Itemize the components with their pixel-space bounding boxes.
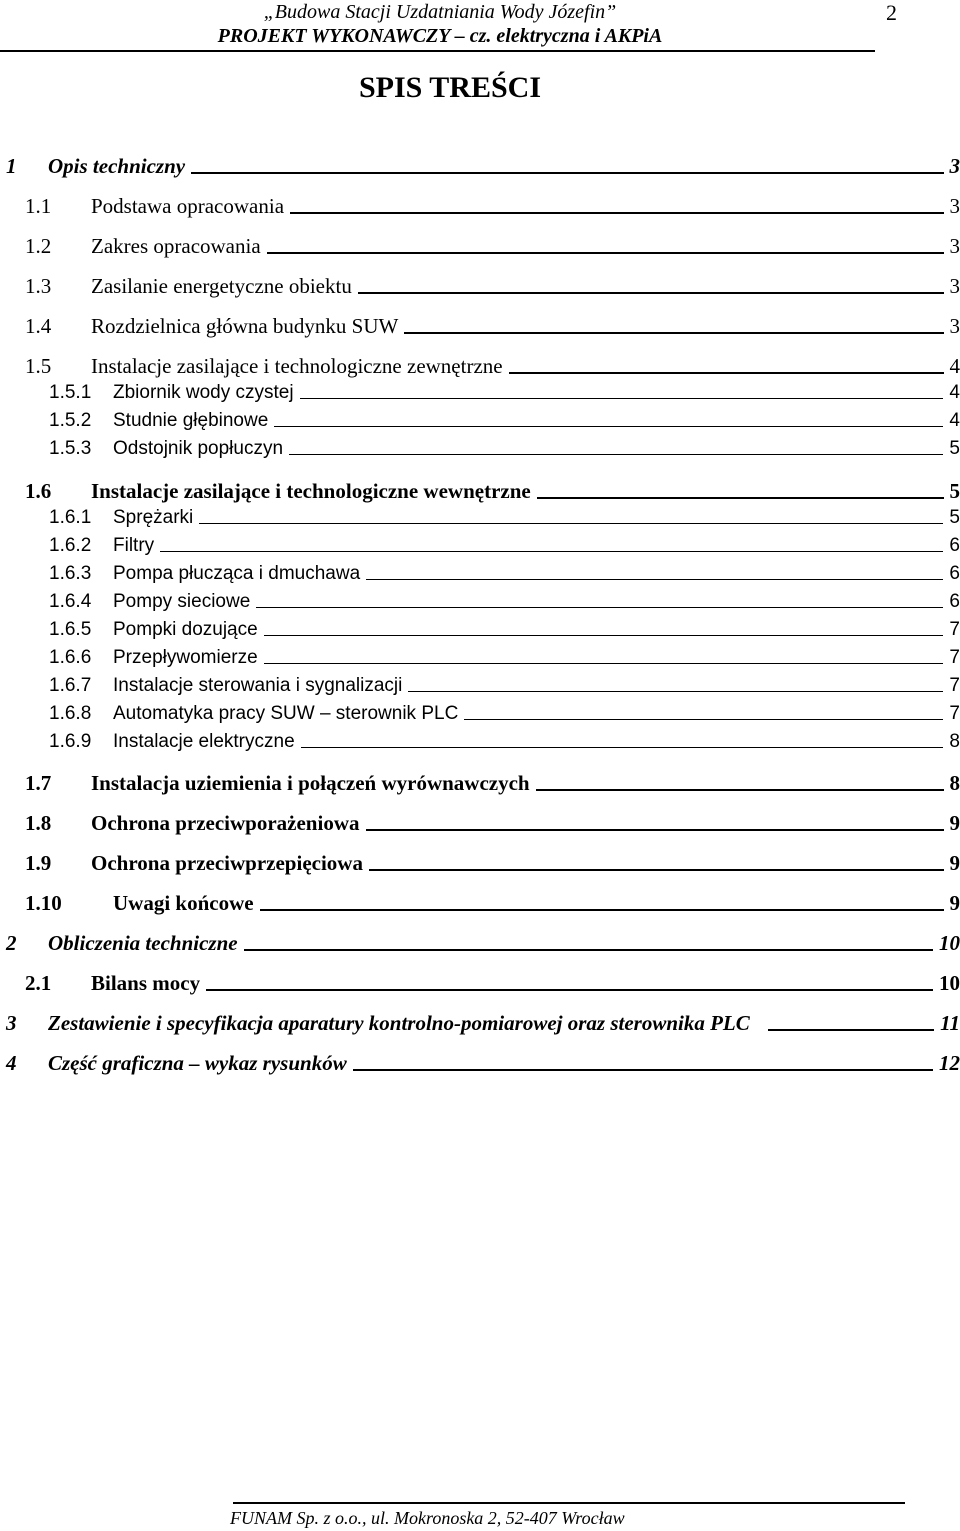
toc-title: Część graficzna – wykaz rysunków [48,1051,347,1075]
toc-title: Instalacje zasilające i technologiczne zewnętrzne [91,354,503,378]
toc-leader [256,607,943,608]
toc-leader [536,789,944,791]
toc-page: 6 [949,563,960,584]
toc-page: 5 [949,438,960,459]
toc-number: 1.6.7 [49,675,92,696]
toc-title: Instalacja uziemienia i połączeń wyrównawczych [91,771,530,795]
toc-entry[interactable] [25,233,960,259]
toc-page: 9 [949,851,960,875]
toc-number: 2 [6,931,17,955]
toc-entry[interactable] [49,674,960,698]
toc-page: 7 [949,647,960,668]
toc-number: 1.6.4 [49,591,92,612]
toc-page: 10 [939,931,960,955]
toc-page: 3 [949,194,960,218]
header-project-subtitle: PROJEKT WYKONAWCZY – cz. elektryczna i AKPiA [217,25,663,47]
toc-page: 3 [949,234,960,258]
toc-entry[interactable] [49,562,960,586]
toc-leader [206,989,933,991]
toc-entry[interactable] [25,478,960,504]
toc-number: 1.5.1 [49,382,92,403]
toc-leader [464,719,943,720]
header-divider [0,50,875,52]
toc-title: Pompy sieciowe [113,591,251,612]
toc-entry[interactable] [25,353,960,379]
footer-divider [233,1502,905,1504]
toc-entry[interactable] [25,850,960,876]
toc-leader [404,332,943,334]
toc-number: 1.6.2 [49,535,92,556]
toc-number: 1.6.8 [49,703,92,724]
toc-number: 1.5.2 [49,410,92,431]
toc-page: 12 [939,1051,960,1075]
toc-entry[interactable] [25,810,960,836]
toc-number: 1.6.9 [49,731,92,752]
toc-leader [160,551,943,552]
toc-leader [274,426,943,427]
toc-leader [537,497,944,499]
toc-entry[interactable] [25,273,960,299]
toc-entry[interactable] [49,618,960,642]
toc-title: Instalacje sterowania i sygnalizacji [113,675,403,696]
toc-title: Przepływomierze [113,647,258,668]
toc-page: 5 [949,479,960,503]
toc-leader [244,949,933,951]
toc-number: 1.8 [25,811,52,835]
toc-leader [366,829,944,831]
toc-leader [369,869,944,871]
toc-page: 6 [949,591,960,612]
toc-page: 7 [949,619,960,640]
toc-entry[interactable] [49,646,960,670]
toc-page: 11 [940,1011,960,1035]
toc-title: Filtry [113,535,155,556]
toc-page: 7 [949,703,960,724]
toc-title: Studnie głębinowe [113,410,269,431]
toc-number: 1.4 [25,314,52,338]
toc-page: 3 [949,314,960,338]
toc-entry[interactable] [6,930,960,956]
toc-number: 1.6 [25,479,52,503]
toc-number: 1.7 [25,771,52,795]
toc-entry[interactable] [6,1010,960,1036]
toc-page: 8 [949,731,960,752]
toc-leader [260,909,944,911]
toc-title: Pompa płucząca i dmuchawa [113,563,361,584]
toc-page: 3 [949,154,960,178]
toc-number: 1.6.5 [49,619,92,640]
toc-entry[interactable] [49,730,960,754]
toc-number: 1.10 [25,891,62,915]
toc-number: 1.6.1 [49,507,92,528]
toc-title: Odstojnik popłuczyn [113,438,284,459]
toc-entry[interactable] [49,381,960,405]
page-number: 2 [886,0,897,25]
toc-entry[interactable] [49,437,960,461]
toc-page: 9 [949,891,960,915]
toc-page: 8 [949,771,960,795]
toc-leader [264,663,944,664]
toc-title: Automatyka pracy SUW – sterownik PLC [113,703,459,724]
toc-page: 3 [949,274,960,298]
toc-title: Obliczenia techniczne [48,931,238,955]
toc-title: Ochrona przeciwporażeniowa [91,811,360,835]
toc-title: Opis techniczny [48,154,186,178]
toc-entry[interactable] [25,890,960,916]
toc-leader [353,1069,933,1071]
toc-leader [301,747,944,748]
toc-title: Zbiornik wody czystej [113,382,294,403]
toc-title: Zestawienie i specyfikacja aparatury kontrolno-pomiarowej oraz sterownika PLC [48,1011,750,1035]
toc-title: Bilans mocy [91,971,201,995]
toc-leader [267,252,944,254]
toc-leader [408,691,943,692]
toc-leader [509,372,944,374]
toc-number: 1.5.3 [49,438,92,459]
toc-title: Sprężarki [113,507,194,528]
toc-entry[interactable] [49,506,960,530]
toc-page: 4 [949,410,960,431]
toc-leader [768,1029,934,1031]
page-header [0,0,960,52]
toc-number: 2.1 [25,971,52,995]
toc-entry[interactable] [6,153,960,179]
toc-title: Instalacje elektryczne [113,731,295,752]
page-title: SPIS TREŚCI [358,71,542,104]
toc-leader [300,398,944,399]
toc-entry[interactable] [25,770,960,796]
toc-number: 1.9 [25,851,52,875]
toc-leader [264,635,944,636]
toc-title: Podstawa opracowania [91,194,285,218]
toc-entry[interactable] [25,313,960,339]
toc-number: 3 [6,1011,17,1035]
toc-leader [366,579,943,580]
toc-number: 1.6.6 [49,647,92,668]
toc-leader [199,523,943,524]
toc-number: 1.6.3 [49,563,92,584]
toc-leader [289,454,943,455]
toc-title: Instalacje zasilające i technologiczne wewnętrzne [91,479,531,503]
toc-number: 1.3 [25,274,52,298]
toc-page: 10 [939,971,960,995]
toc-page: 5 [949,507,960,528]
toc-page: 7 [949,675,960,696]
toc-title: Ochrona przeciwprzepięciowa [91,851,363,875]
toc-page: 4 [949,382,960,403]
toc-page: 6 [949,535,960,556]
toc-entry[interactable] [25,970,960,996]
toc-entry[interactable] [49,409,960,433]
toc-title: Zakres opracowania [91,234,261,258]
toc-title: Uwagi końcowe [113,891,254,915]
toc-entry[interactable] [49,702,960,726]
toc-leader [358,292,944,294]
toc-number: 1.2 [25,234,52,258]
toc-entry[interactable] [49,534,960,558]
header-project-title: „Budowa Stacji Uzdatniania Wody Józefin” [263,1,617,23]
toc-number: 1.5 [25,354,52,378]
toc-entry[interactable] [6,1050,960,1076]
toc-title: Pompki dozujące [113,619,258,640]
toc-number: 1.1 [25,194,52,218]
toc-page: 9 [949,811,960,835]
toc-leader [191,172,943,174]
toc-title: Zasilanie energetyczne obiektu [91,274,352,298]
toc-number: 4 [6,1051,17,1075]
toc-page: 4 [949,354,960,378]
toc-entry[interactable] [25,193,960,219]
toc-title: Rozdzielnica główna budynku SUW [91,314,399,338]
toc-number: 1 [6,154,17,178]
page-footer: FUNAM Sp. z o.o., ul. Mokronoska 2, 52-407 Wrocław [230,1508,625,1528]
toc-entry[interactable] [49,590,960,614]
toc-leader [290,212,943,214]
